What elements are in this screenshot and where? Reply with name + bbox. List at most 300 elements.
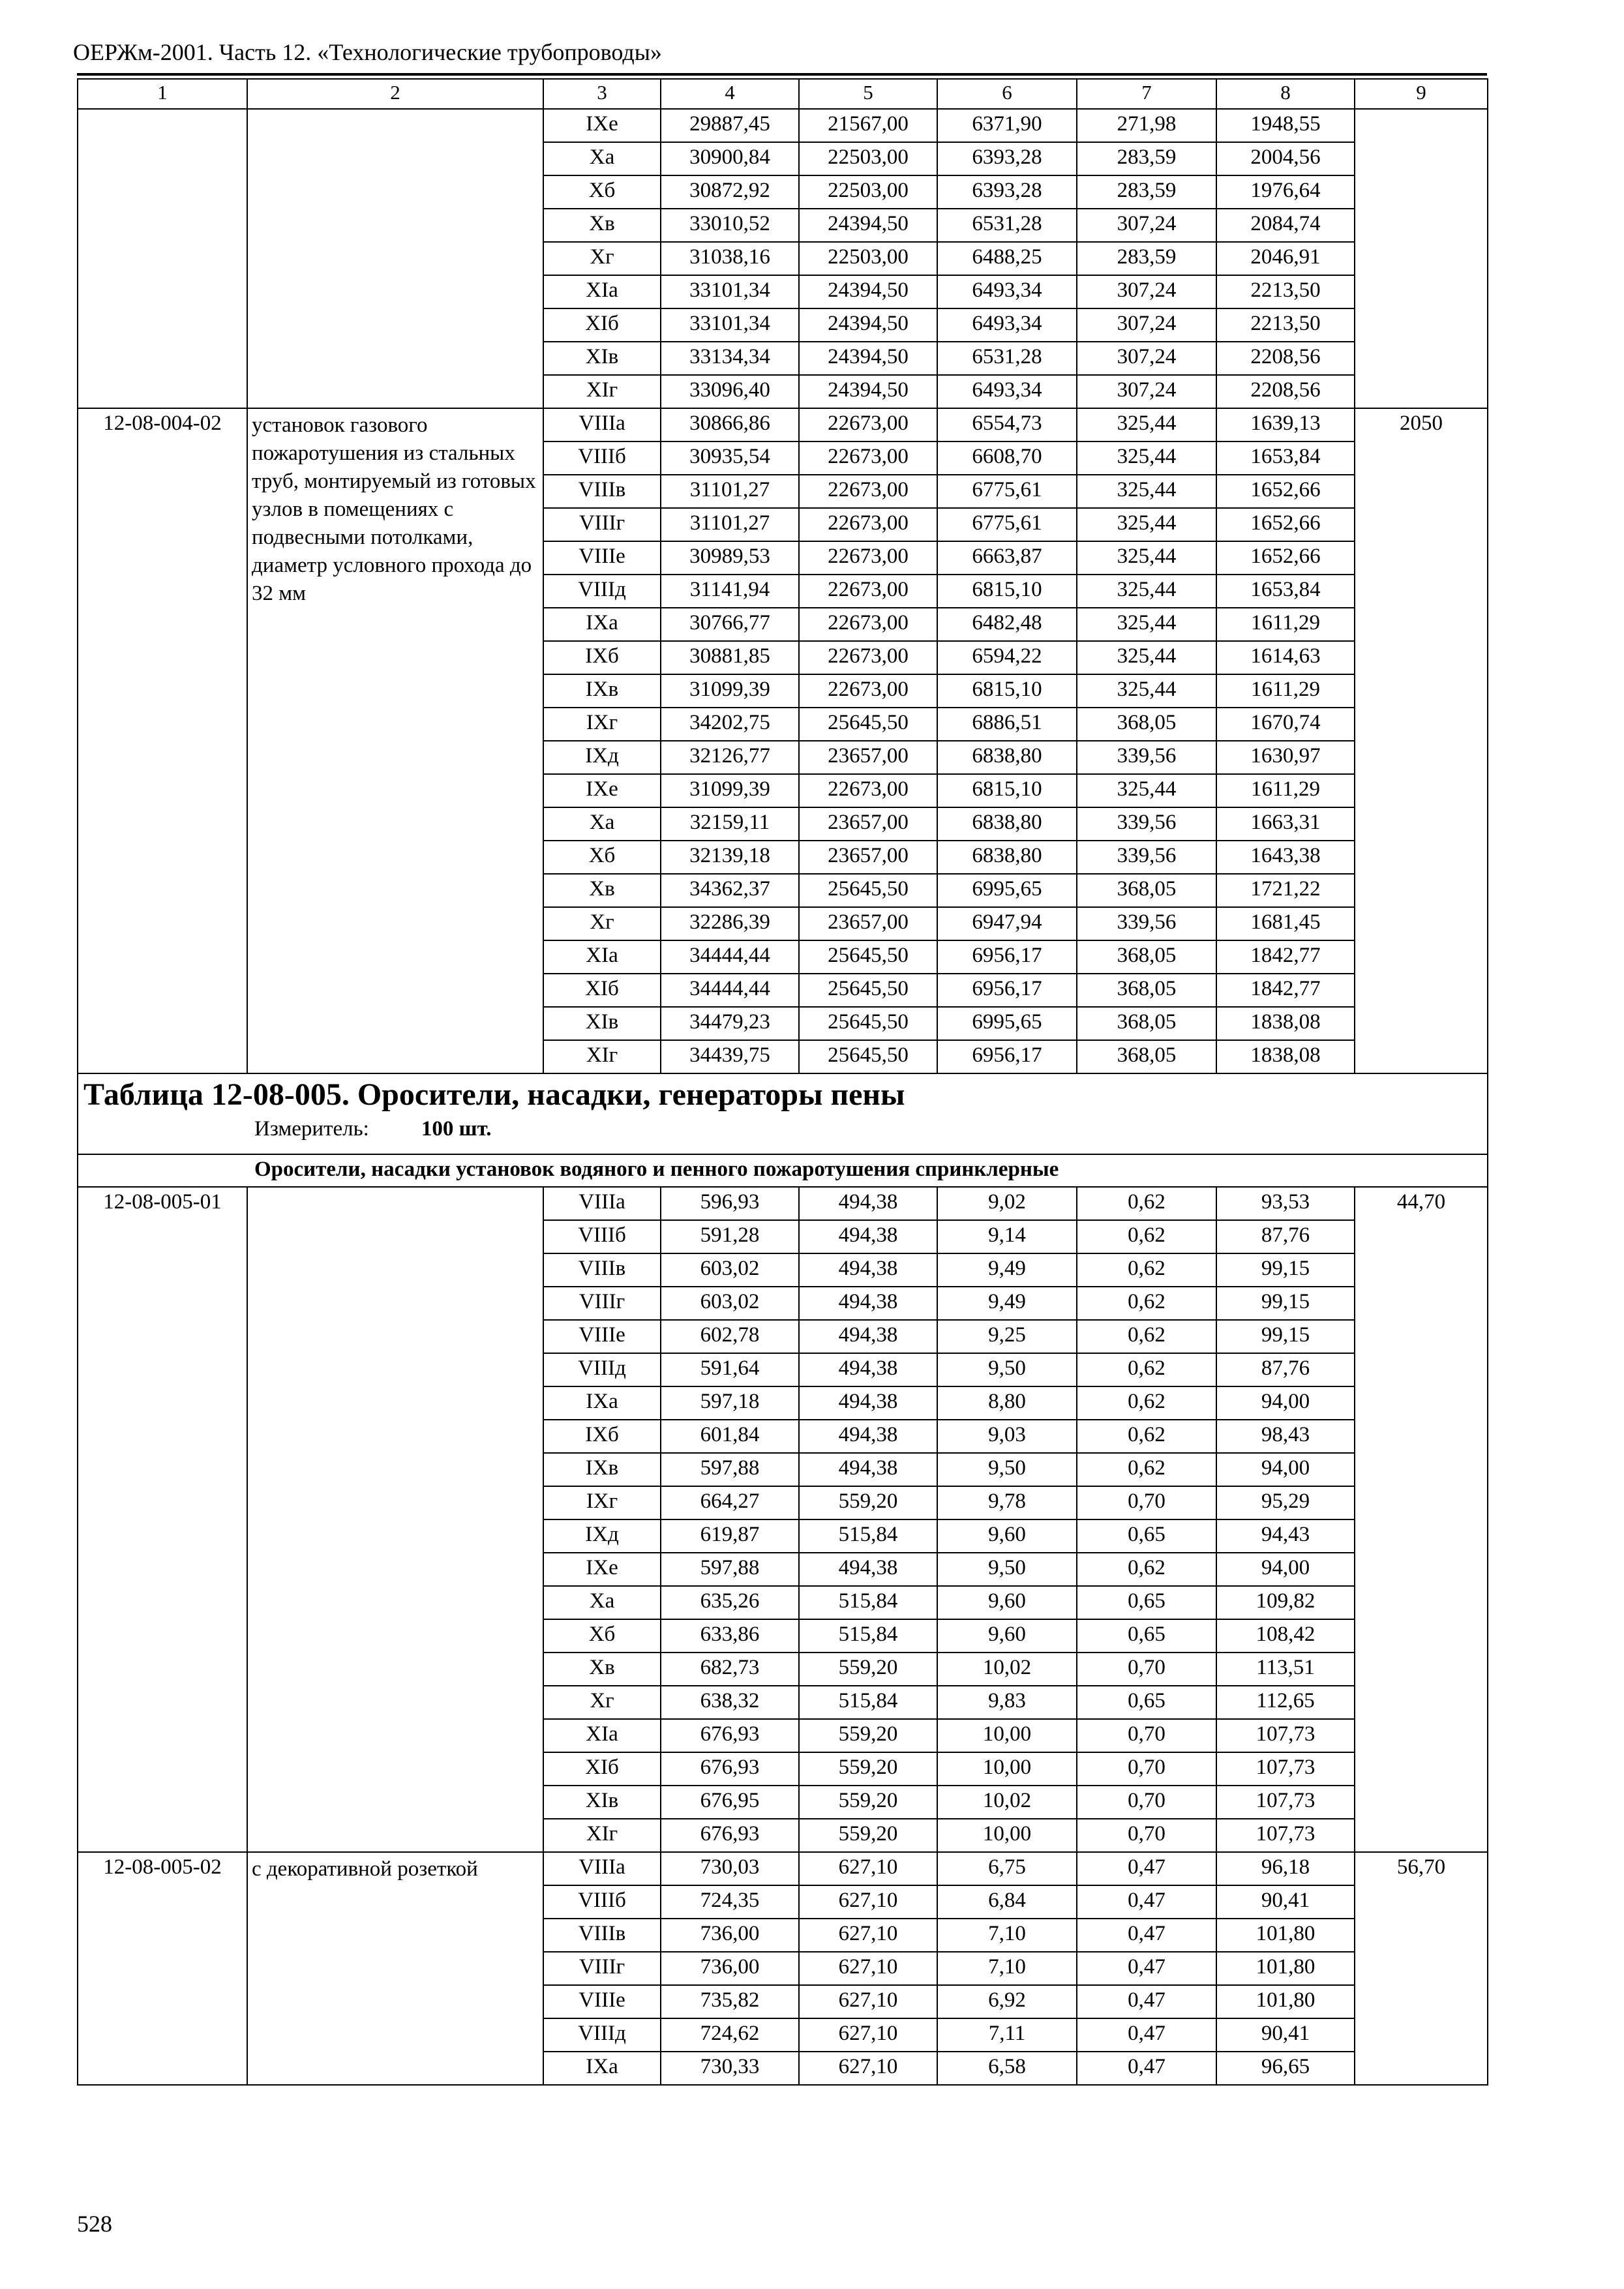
- value-cell: 2046,91: [1216, 242, 1355, 275]
- value-cell: 6531,28: [937, 342, 1077, 375]
- zone-cell: Xб: [543, 1619, 661, 1653]
- value-cell: 99,15: [1216, 1287, 1355, 1320]
- value-cell: 515,84: [799, 1619, 937, 1653]
- value-cell: 591,64: [661, 1353, 799, 1386]
- value-cell: 307,24: [1077, 209, 1216, 242]
- zone-cell: VIIIе: [543, 1985, 661, 2018]
- zone-cell: VIIIг: [543, 1287, 661, 1320]
- value-cell: 368,05: [1077, 940, 1216, 974]
- zone-cell: Xа: [543, 1586, 661, 1619]
- value-cell: 6663,87: [937, 541, 1077, 575]
- value-cell: 6594,22: [937, 641, 1077, 674]
- value-cell: 6,92: [937, 1985, 1077, 2018]
- value-cell: 559,20: [799, 1752, 937, 1786]
- value-cell: 96,65: [1216, 2052, 1355, 2085]
- value-cell: 33096,40: [661, 375, 799, 408]
- value-cell: 596,93: [661, 1187, 799, 1220]
- value-cell: 339,56: [1077, 807, 1216, 841]
- value-cell: 676,93: [661, 1752, 799, 1786]
- value-cell: 6554,73: [937, 408, 1077, 441]
- value-cell: 10,02: [937, 1786, 1077, 1819]
- zone-cell: VIIIд: [543, 1353, 661, 1386]
- value-cell: 99,15: [1216, 1320, 1355, 1353]
- value-cell: 10,00: [937, 1819, 1077, 1852]
- value-cell: 307,24: [1077, 375, 1216, 408]
- value-cell: 107,73: [1216, 1752, 1355, 1786]
- value-cell: 307,24: [1077, 342, 1216, 375]
- zone-cell: Xг: [543, 907, 661, 940]
- zone-cell: IXг: [543, 1486, 661, 1519]
- zone-cell: VIIIв: [543, 475, 661, 508]
- zone-cell: IXд: [543, 1519, 661, 1553]
- value-cell: 6995,65: [937, 874, 1077, 907]
- value-cell: 635,26: [661, 1586, 799, 1619]
- materials-value: 2050: [1355, 408, 1488, 1073]
- value-cell: 2208,56: [1216, 342, 1355, 375]
- value-cell: 6838,80: [937, 841, 1077, 874]
- value-cell: 22673,00: [799, 608, 937, 641]
- value-cell: 6,58: [937, 2052, 1077, 2085]
- value-cell: 31141,94: [661, 575, 799, 608]
- value-cell: 7,11: [937, 2018, 1077, 2052]
- value-cell: 22673,00: [799, 475, 937, 508]
- value-cell: 325,44: [1077, 541, 1216, 575]
- value-cell: 99,15: [1216, 1253, 1355, 1287]
- value-cell: 23657,00: [799, 741, 937, 774]
- value-cell: 0,70: [1077, 1786, 1216, 1819]
- value-cell: 0,47: [1077, 1985, 1216, 2018]
- value-cell: 30866,86: [661, 408, 799, 441]
- table-row: [78, 109, 1488, 142]
- value-cell: 494,38: [799, 1420, 937, 1453]
- zone-cell: VIIIа: [543, 1852, 661, 1885]
- value-cell: 25645,50: [799, 1007, 937, 1040]
- value-cell: 0,70: [1077, 1819, 1216, 1852]
- value-cell: 32159,11: [661, 807, 799, 841]
- value-cell: 1630,97: [1216, 741, 1355, 774]
- value-cell: 6,84: [937, 1885, 1077, 1919]
- value-cell: 1838,08: [1216, 1007, 1355, 1040]
- value-cell: 24394,50: [799, 308, 937, 342]
- zone-cell: XIв: [543, 342, 661, 375]
- value-cell: 22673,00: [799, 575, 937, 608]
- zone-cell: IXв: [543, 674, 661, 708]
- value-cell: 31101,27: [661, 508, 799, 541]
- value-cell: 22673,00: [799, 408, 937, 441]
- rate-code: [78, 109, 247, 408]
- zone-cell: VIIIд: [543, 575, 661, 608]
- value-cell: 2213,50: [1216, 275, 1355, 308]
- value-cell: 25645,50: [799, 874, 937, 907]
- value-cell: 25645,50: [799, 974, 937, 1007]
- value-cell: 0,62: [1077, 1420, 1216, 1453]
- value-cell: 23657,00: [799, 807, 937, 841]
- value-cell: 2004,56: [1216, 142, 1355, 175]
- zone-cell: XIг: [543, 1819, 661, 1852]
- value-cell: 494,38: [799, 1553, 937, 1586]
- value-cell: 559,20: [799, 1786, 937, 1819]
- value-cell: 9,60: [937, 1586, 1077, 1619]
- value-cell: 23657,00: [799, 907, 937, 940]
- value-cell: 682,73: [661, 1653, 799, 1686]
- value-cell: 0,47: [1077, 1919, 1216, 1952]
- value-cell: 90,41: [1216, 2018, 1355, 2052]
- value-cell: 325,44: [1077, 508, 1216, 541]
- zone-cell: VIIIб: [543, 1220, 661, 1253]
- value-cell: 9,49: [937, 1253, 1077, 1287]
- value-cell: 368,05: [1077, 874, 1216, 907]
- zone-cell: IXв: [543, 1453, 661, 1486]
- value-cell: 2084,74: [1216, 209, 1355, 242]
- rates-table: [77, 78, 1488, 2086]
- value-cell: 603,02: [661, 1287, 799, 1320]
- value-cell: 6531,28: [937, 209, 1077, 242]
- value-cell: 6815,10: [937, 674, 1077, 708]
- value-cell: 0,47: [1077, 2052, 1216, 2085]
- value-cell: 0,62: [1077, 1220, 1216, 1253]
- zone-cell: Xг: [543, 1686, 661, 1719]
- zone-cell: XIв: [543, 1786, 661, 1819]
- value-cell: 0,47: [1077, 1852, 1216, 1885]
- value-cell: 94,00: [1216, 1453, 1355, 1486]
- value-cell: 597,88: [661, 1553, 799, 1586]
- value-cell: 0,70: [1077, 1486, 1216, 1519]
- value-cell: 0,70: [1077, 1653, 1216, 1686]
- zone-cell: VIIIд: [543, 2018, 661, 2052]
- value-cell: 107,73: [1216, 1819, 1355, 1852]
- value-cell: 30766,77: [661, 608, 799, 641]
- value-cell: 9,50: [937, 1453, 1077, 1486]
- zone-cell: IXа: [543, 1386, 661, 1420]
- value-cell: 25645,50: [799, 708, 937, 741]
- value-cell: 6,75: [937, 1852, 1077, 1885]
- page-header: ОЕРЖм-2001. Часть 12. «Технологические трубопроводы»: [73, 39, 662, 65]
- value-cell: 9,50: [937, 1353, 1077, 1386]
- column-number: 1: [78, 79, 247, 109]
- value-cell: 33101,34: [661, 308, 799, 342]
- rate-description: с декоративной розеткой: [247, 1852, 543, 2085]
- value-cell: 1976,64: [1216, 175, 1355, 209]
- header-rule: [77, 73, 1487, 76]
- value-cell: 494,38: [799, 1353, 937, 1386]
- zone-cell: XIа: [543, 1719, 661, 1752]
- value-cell: 9,60: [937, 1619, 1077, 1653]
- value-cell: 515,84: [799, 1519, 937, 1553]
- value-cell: 325,44: [1077, 475, 1216, 508]
- value-cell: 0,70: [1077, 1752, 1216, 1786]
- value-cell: 1611,29: [1216, 774, 1355, 807]
- value-cell: 676,93: [661, 1819, 799, 1852]
- value-cell: 1670,74: [1216, 708, 1355, 741]
- value-cell: 10,00: [937, 1719, 1077, 1752]
- column-number: 9: [1355, 79, 1488, 109]
- value-cell: 0,65: [1077, 1519, 1216, 1553]
- value-cell: 9,83: [937, 1686, 1077, 1719]
- value-cell: 591,28: [661, 1220, 799, 1253]
- value-cell: 325,44: [1077, 441, 1216, 475]
- value-cell: 0,65: [1077, 1686, 1216, 1719]
- value-cell: 559,20: [799, 1653, 937, 1686]
- value-cell: 30881,85: [661, 641, 799, 674]
- value-cell: 0,65: [1077, 1619, 1216, 1653]
- value-cell: 34362,37: [661, 874, 799, 907]
- rate-description: установок газового пожаротушения из стальных труб, монтируемый из готовых узлов в помещениях с подвесными потолками, диаметр условного прохода до 32 мм: [247, 408, 543, 1073]
- value-cell: 0,47: [1077, 2018, 1216, 2052]
- value-cell: 676,95: [661, 1786, 799, 1819]
- value-cell: 368,05: [1077, 708, 1216, 741]
- zone-cell: VIIIг: [543, 1952, 661, 1985]
- value-cell: 108,42: [1216, 1619, 1355, 1653]
- value-cell: 6947,94: [937, 907, 1077, 940]
- value-cell: 22673,00: [799, 541, 937, 575]
- value-cell: 10,00: [937, 1752, 1077, 1786]
- rate-code: 12-08-004-02: [78, 408, 247, 1073]
- value-cell: 22503,00: [799, 242, 937, 275]
- value-cell: 22673,00: [799, 641, 937, 674]
- value-cell: 283,59: [1077, 242, 1216, 275]
- value-cell: 368,05: [1077, 974, 1216, 1007]
- value-cell: 9,02: [937, 1187, 1077, 1220]
- zone-cell: VIIIг: [543, 508, 661, 541]
- zone-cell: VIIIв: [543, 1919, 661, 1952]
- value-cell: 32286,39: [661, 907, 799, 940]
- zone-cell: Xб: [543, 841, 661, 874]
- value-cell: 101,80: [1216, 1919, 1355, 1952]
- value-cell: 1611,29: [1216, 674, 1355, 708]
- value-cell: 627,10: [799, 1952, 937, 1985]
- value-cell: 113,51: [1216, 1653, 1355, 1686]
- value-cell: 494,38: [799, 1220, 937, 1253]
- table-title-row: [78, 1073, 1488, 1154]
- zone-cell: VIIIа: [543, 1187, 661, 1220]
- value-cell: 6393,28: [937, 175, 1077, 209]
- value-cell: 1948,55: [1216, 109, 1355, 142]
- value-cell: 31101,27: [661, 475, 799, 508]
- value-cell: 29887,45: [661, 109, 799, 142]
- materials-value: 56,70: [1355, 1852, 1488, 2085]
- value-cell: 6956,17: [937, 974, 1077, 1007]
- value-cell: 9,14: [937, 1220, 1077, 1253]
- value-cell: 94,43: [1216, 1519, 1355, 1553]
- column-number: 7: [1077, 79, 1216, 109]
- value-cell: 494,38: [799, 1453, 937, 1486]
- zone-cell: XIа: [543, 275, 661, 308]
- column-number: 8: [1216, 79, 1355, 109]
- value-cell: 95,29: [1216, 1486, 1355, 1519]
- value-cell: 664,27: [661, 1486, 799, 1519]
- value-cell: 494,38: [799, 1187, 937, 1220]
- value-cell: 6493,34: [937, 375, 1077, 408]
- value-cell: 307,24: [1077, 275, 1216, 308]
- value-cell: 1681,45: [1216, 907, 1355, 940]
- value-cell: 494,38: [799, 1287, 937, 1320]
- value-cell: 96,18: [1216, 1852, 1355, 1885]
- table-row: [78, 1852, 1488, 1885]
- value-cell: 25645,50: [799, 940, 937, 974]
- table-row: [78, 1187, 1488, 1220]
- zone-cell: IXб: [543, 1420, 661, 1453]
- value-cell: 1721,22: [1216, 874, 1355, 907]
- value-cell: 494,38: [799, 1253, 937, 1287]
- value-cell: 34479,23: [661, 1007, 799, 1040]
- value-cell: 10,02: [937, 1653, 1077, 1686]
- zone-cell: XIб: [543, 1752, 661, 1786]
- column-number: 3: [543, 79, 661, 109]
- value-cell: 603,02: [661, 1253, 799, 1287]
- value-cell: 9,25: [937, 1320, 1077, 1353]
- value-cell: 6493,34: [937, 308, 1077, 342]
- value-cell: 6956,17: [937, 1040, 1077, 1073]
- value-cell: 23657,00: [799, 841, 937, 874]
- zone-cell: VIIIв: [543, 1253, 661, 1287]
- value-cell: 32126,77: [661, 741, 799, 774]
- value-cell: 34444,44: [661, 940, 799, 974]
- value-cell: 22673,00: [799, 508, 937, 541]
- value-cell: 8,80: [937, 1386, 1077, 1420]
- value-cell: 1842,77: [1216, 974, 1355, 1007]
- zone-cell: VIIIб: [543, 441, 661, 475]
- value-cell: 107,73: [1216, 1786, 1355, 1819]
- table-row: [78, 408, 1488, 441]
- value-cell: 9,49: [937, 1287, 1077, 1320]
- value-cell: 90,41: [1216, 1885, 1355, 1919]
- column-number: 2: [247, 79, 543, 109]
- value-cell: 1643,38: [1216, 841, 1355, 874]
- value-cell: 1652,66: [1216, 508, 1355, 541]
- value-cell: 6493,34: [937, 275, 1077, 308]
- value-cell: 6393,28: [937, 142, 1077, 175]
- zone-cell: XIб: [543, 308, 661, 342]
- value-cell: 1639,13: [1216, 408, 1355, 441]
- value-cell: 271,98: [1077, 109, 1216, 142]
- value-cell: 1653,84: [1216, 441, 1355, 475]
- value-cell: 1663,31: [1216, 807, 1355, 841]
- value-cell: 1611,29: [1216, 608, 1355, 641]
- value-cell: 25645,50: [799, 1040, 937, 1073]
- value-cell: 7,10: [937, 1919, 1077, 1952]
- value-cell: 6815,10: [937, 774, 1077, 807]
- column-number: 6: [937, 79, 1077, 109]
- column-number: 5: [799, 79, 937, 109]
- value-cell: 736,00: [661, 1919, 799, 1952]
- value-cell: 6482,48: [937, 608, 1077, 641]
- value-cell: 101,80: [1216, 1952, 1355, 1985]
- value-cell: 24394,50: [799, 375, 937, 408]
- zone-cell: IXе: [543, 1553, 661, 1586]
- materials-value: [1355, 109, 1488, 408]
- value-cell: 22503,00: [799, 175, 937, 209]
- value-cell: 94,00: [1216, 1386, 1355, 1420]
- value-cell: 6995,65: [937, 1007, 1077, 1040]
- value-cell: 32139,18: [661, 841, 799, 874]
- value-cell: 339,56: [1077, 907, 1216, 940]
- zone-cell: XIг: [543, 375, 661, 408]
- value-cell: 559,20: [799, 1819, 937, 1852]
- value-cell: 6815,10: [937, 575, 1077, 608]
- section-subheader: Оросители, насадки установок водяного и пенного пожаротушения спринклерные: [78, 1154, 1488, 1187]
- value-cell: 2208,56: [1216, 375, 1355, 408]
- zone-cell: Xб: [543, 175, 661, 209]
- value-cell: 98,43: [1216, 1420, 1355, 1453]
- value-cell: 22503,00: [799, 142, 937, 175]
- value-cell: 33101,34: [661, 275, 799, 308]
- value-cell: 676,93: [661, 1719, 799, 1752]
- table-title: Таблица 12-08-005. Оросители, насадки, генераторы пены: [83, 1077, 905, 1112]
- value-cell: 34439,75: [661, 1040, 799, 1073]
- zone-cell: Xа: [543, 142, 661, 175]
- value-cell: 22673,00: [799, 674, 937, 708]
- zone-cell: VIIIе: [543, 541, 661, 575]
- value-cell: 325,44: [1077, 674, 1216, 708]
- column-number-row: [78, 79, 1488, 109]
- value-cell: 6371,90: [937, 109, 1077, 142]
- zone-cell: XIв: [543, 1007, 661, 1040]
- value-cell: 494,38: [799, 1386, 937, 1420]
- value-cell: 283,59: [1077, 175, 1216, 209]
- value-cell: 0,47: [1077, 1952, 1216, 1985]
- value-cell: 730,03: [661, 1852, 799, 1885]
- rate-description: [247, 1187, 543, 1852]
- value-cell: 109,82: [1216, 1586, 1355, 1619]
- table-title-cell: [78, 1073, 1488, 1154]
- value-cell: 0,62: [1077, 1353, 1216, 1386]
- value-cell: 33010,52: [661, 209, 799, 242]
- value-cell: 0,62: [1077, 1386, 1216, 1420]
- value-cell: 597,18: [661, 1386, 799, 1420]
- value-cell: 24394,50: [799, 209, 937, 242]
- zone-cell: IXа: [543, 608, 661, 641]
- page-number: 528: [77, 2211, 112, 2237]
- value-cell: 1614,63: [1216, 641, 1355, 674]
- zone-cell: Xв: [543, 874, 661, 907]
- value-cell: 6488,25: [937, 242, 1077, 275]
- value-cell: 9,03: [937, 1420, 1077, 1453]
- value-cell: 1653,84: [1216, 575, 1355, 608]
- zone-cell: VIIIа: [543, 408, 661, 441]
- value-cell: 627,10: [799, 1852, 937, 1885]
- value-cell: 633,86: [661, 1619, 799, 1653]
- value-cell: 307,24: [1077, 308, 1216, 342]
- value-cell: 9,60: [937, 1519, 1077, 1553]
- zone-cell: Xа: [543, 807, 661, 841]
- value-cell: 21567,00: [799, 109, 937, 142]
- value-cell: 22673,00: [799, 441, 937, 475]
- value-cell: 0,62: [1077, 1320, 1216, 1353]
- value-cell: 34444,44: [661, 974, 799, 1007]
- value-cell: 107,73: [1216, 1719, 1355, 1752]
- value-cell: 0,62: [1077, 1187, 1216, 1220]
- zone-cell: Xв: [543, 1653, 661, 1686]
- value-cell: 627,10: [799, 1919, 937, 1952]
- materials-value: 44,70: [1355, 1187, 1488, 1852]
- value-cell: 87,76: [1216, 1353, 1355, 1386]
- value-cell: 0,62: [1077, 1287, 1216, 1320]
- value-cell: 638,32: [661, 1686, 799, 1719]
- value-cell: 34202,75: [661, 708, 799, 741]
- value-cell: 339,56: [1077, 741, 1216, 774]
- value-cell: 30989,53: [661, 541, 799, 575]
- column-number: 4: [661, 79, 799, 109]
- value-cell: 0,62: [1077, 1553, 1216, 1586]
- zone-cell: IXе: [543, 109, 661, 142]
- value-cell: 627,10: [799, 1985, 937, 2018]
- value-cell: 1838,08: [1216, 1040, 1355, 1073]
- value-cell: 6956,17: [937, 940, 1077, 974]
- value-cell: 9,50: [937, 1553, 1077, 1586]
- zone-cell: Xг: [543, 242, 661, 275]
- value-cell: 87,76: [1216, 1220, 1355, 1253]
- value-cell: 627,10: [799, 1885, 937, 1919]
